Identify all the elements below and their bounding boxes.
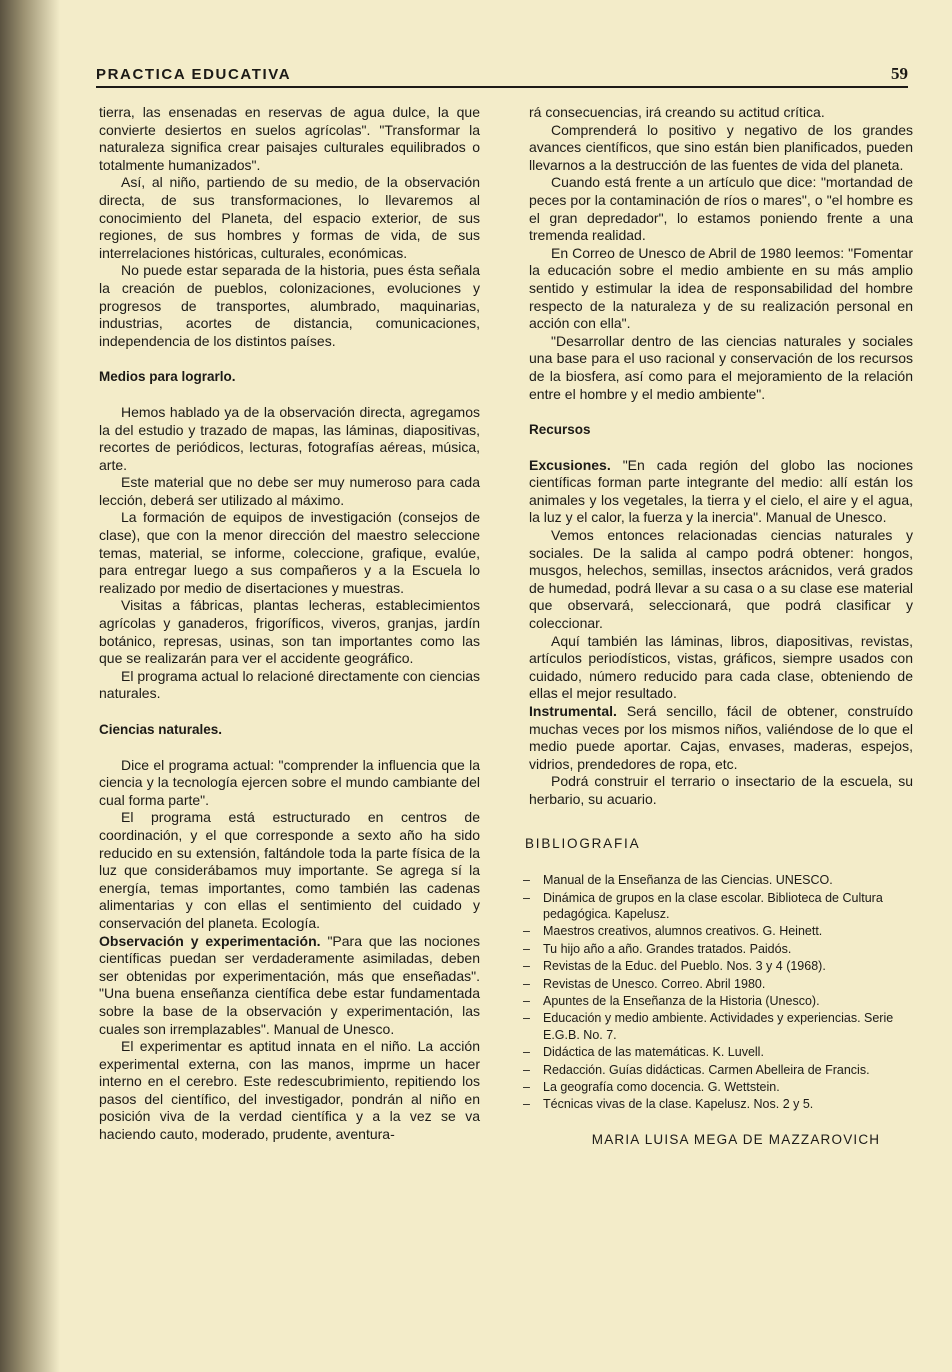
bibliography-item: – Didáctica de las matemáticas. K. Luvell.: [523, 1044, 913, 1060]
paragraph-text: "En cada región del globo las nociones científicas forman parte integrante del medio: allí están los animales y los vegetales, la tierra y el cielo, el aire y el agua, la luz y el calor, la fuerza y la inercia". Manual de Unesco.: [529, 456, 913, 526]
bibliography-item: – La geografía como docencia. G. Wettstein.: [523, 1079, 913, 1095]
paragraph: Así, al niño, partiendo de su medio, de la observación directa, de sus transformaciones, lo llevaremos al conocimiento del Planeta, del espacio exterior, de sus regiones, de sus hombres y formas de vida, de sus interrelaciones históricas, culturales, económicas.: [99, 174, 480, 261]
paragraph: Cuando está frente a un artículo que dice: "mortandad de peces por la contaminación de ríos o mares", o "el hombre es el gran depredador", lo estamos poniendo frente a una tremenda realidad.: [529, 174, 913, 244]
paragraph: No puede estar separada de la historia, pues ésta señala la creación de pueblos, colonizaciones, evoluciones y progresos de transportes, alumbrado, maquinarias, industrias, acortes de distancia, comunicaciones, independencia de los distintos países.: [99, 262, 480, 349]
bibliography-item: – Apuntes de la Enseñanza de la Historia (Unesco).: [523, 993, 913, 1009]
paragraph: La formación de equipos de investigación (consejos de clase), que con la menor dirección del maestro seleccione temas, material, se informe, coleccione, grafique, evalúe, para entregar luego a sus compañeros y a la Escuela lo realizado por medio de disertaciones y muestras.: [99, 509, 480, 596]
author-signature: MARIA LUISA MEGA DE MAZZAROVICH: [591, 1131, 881, 1147]
left-column: [99, 104, 480, 1144]
bibliography-item: – Revistas de Unesco. Correo. Abril 1980.: [523, 976, 913, 992]
paragraph: Dice el programa actual: "comprender la influencia que la ciencia y la tecnología ejercen sobre el mundo cambiante del cual forma parte".: [99, 756, 480, 808]
paragraph: [99, 933, 480, 1039]
bibliography-item: – Educación y medio ambiente. Actividades y experiencias. Serie E.G.B. No. 7.: [523, 1010, 913, 1043]
bibliography-item: – Maestros creativos, alumnos creativos. G. Heinett.: [523, 923, 913, 939]
run-in-heading: Instrumental.: [529, 703, 617, 719]
paragraph: Visitas a fábricas, plantas lecheras, establecimientos agrícolas y ganaderos, frigoríficos, viveros, granjas, jardín botánico, represas, usinas, son tan importantes como las que se realizarán para ver el accidente geográfico.: [99, 597, 480, 667]
paragraph: tierra, las ensenadas en reservas de agua dulce, la que convierte desiertos en suelos agrícolas". "Transformar la naturaleza significa crear paisajes culturales equilibrados o totalmente humanizados".: [99, 104, 480, 173]
bibliography-list: [529, 872, 913, 1113]
paragraph: Hemos hablado ya de la observación directa, agregamos la del estudio y trazado de mapas, las láminas, diapositivas, recortes de periódicos, lecturas, fotografías aéreas, música, arte.: [99, 403, 480, 473]
page-binding-shadow: [0, 0, 60, 1372]
run-in-heading: Excusiones.: [529, 456, 611, 473]
paragraph: rá consecuencias, irá creando su actitud crítica.: [529, 104, 825, 120]
paragraph: [529, 457, 913, 527]
right-column: [525, 104, 913, 1148]
paragraph: Aquí también las láminas, libros, diapositivas, revistas, artículos periodísticos, vistas, gráficos, siempre usados con cuidado, número reducido para cada clase, obteniendo de ellas el mejor resultado.: [529, 632, 913, 702]
paragraph: Vemos entonces relacionadas ciencias naturales y sociales. De la salida al campo podrá obtener: hongos, musgos, helechos, semillas, insectos arácnidos, verá grados de humedad, podrá llevar a su casa o a su clase ese material que observará, seleccionará, que podrá clasificar y coleccionar.: [529, 527, 913, 632]
section-heading-medios: Medios para lograrlo.: [99, 369, 236, 385]
section-heading-recursos: Recursos: [529, 422, 591, 438]
page-number: 59: [891, 64, 908, 83]
paragraph: El experimentar es aptitud innata en el niño. La acción experimental externa, con las manos, imprme un hacer interno en el cerebro. Este redescubrimiento, repitiendo los pasos del científico, del investigador, pondrán al niño en posición viva de la verdad científica y a la vez se va haciendo cauto, moderado, prudente, aventura-: [99, 1038, 480, 1143]
paragraph: Este material que no debe ser muy numeroso para cada lección, deberá ser utilizado al máximo.: [99, 474, 480, 508]
paragraph: Comprenderá lo positivo y negativo de los grandes avances científicos, que sino están bien planificados, pueden llevarnos a la destrucción de las fuentes de vida del planeta.: [529, 121, 913, 173]
running-title: PRACTICA EDUCATIVA: [96, 66, 292, 83]
run-in-heading: Observación y experimentación.: [99, 932, 321, 949]
paragraph: Podrá construir el terrario o insectario de la escuela, su herbario, su acuario.: [529, 773, 913, 807]
bibliography-heading: BIBLIOGRAFIA: [525, 835, 641, 851]
paragraph: [529, 703, 913, 773]
paragraph-text: "Para que las nociones científicas puedan ser verdaderamente asimiladas, deben ser obtenidas por experimentación, más que enseñadas". "Una buena enseñanza científica debe estar fundamentada sobre la base de la observación y experimentación, las cuales son irremplazables". Manual de Unesco.: [99, 932, 481, 1037]
bibliography-item: – Redacción. Guías didácticas. Carmen Abelleira de Francis.: [523, 1062, 913, 1078]
paragraph-text: Será sencillo, fácil de obtener, construído muchas veces por los mismos niños, valiéndose de lo que el medio puede aportar. Cajas, envases, maderas, espejos, vidrios, prendedores de ropa, etc.: [529, 703, 913, 772]
section-heading-ciencias: Ciencias naturales.: [99, 722, 223, 737]
bibliography-item: – Manual de la Enseñanza de las Ciencias. UNESCO.: [523, 872, 913, 888]
bibliography-item: – Técnicas vivas de la clase. Kapelusz. Nos. 2 y 5.: [523, 1096, 913, 1112]
bibliography-item: – Tu hijo año a año. Grandes tratados. Paidós.: [523, 941, 913, 957]
paragraph: El programa está estructurado en centros de coordinación, y el que corresponde a sexto año ha sido reducido en su extensión, faltándole toda la parte física de la luz que considerábamos muy importante. Se agrega sí la energía, temas importantes, como también las cadenas alimentarias y con ellas el sentimiento del cuidado y conservación del planeta. Ecología.: [99, 809, 480, 931]
bibliography-item: – Dinámica de grupos en la clase escolar. Biblioteca de Cultura pedagógica. Kapelusz.: [523, 890, 913, 923]
paragraph: El programa actual lo relacioné directamente con ciencias naturales.: [99, 667, 480, 702]
paragraph: "Desarrollar dentro de las ciencias naturales y sociales una base para el uso racional y conservación de los recursos de la biosfera, así como para el mejoramiento de la relación entre el hombre y el medio ambiente".: [529, 332, 913, 402]
page-header: [96, 64, 908, 88]
paragraph: En Correo de Unesco de Abril de 1980 leemos: "Fomentar la educación sobre el medio ambiente en su más amplio sentido y estimular la idea de responsabilidad del hombre respecto de la naturaleza y de su realización personal en acción con ella".: [529, 244, 913, 332]
bibliography-item: – Revistas de la Educ. del Pueblo. Nos. 3 y 4 (1968).: [523, 958, 913, 974]
